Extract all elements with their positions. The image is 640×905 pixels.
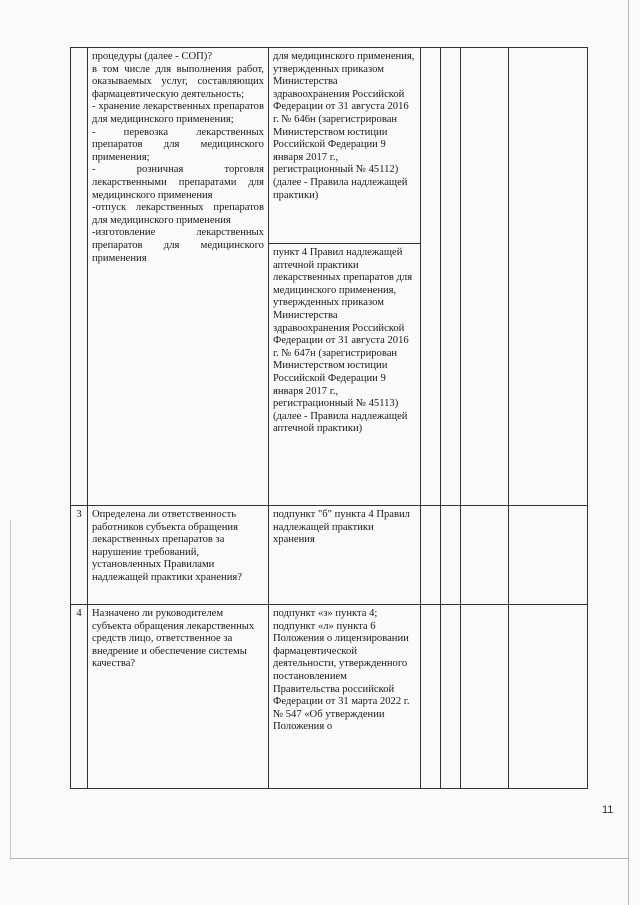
page-edge-left [10,520,11,860]
answer-cell-yes [420,48,440,506]
question-cell [87,48,268,506]
table-row [71,48,588,244]
answer-cell-yes [420,506,440,605]
question-cell: Определена ли ответственность работников субъекта обращения лекарственных препаратов за нарушение требований, установленных Правилами надлежащей практики хранения? [87,506,268,605]
comment-cell [508,48,587,506]
reference-cell: для медицинского применения, утвержденных приказом Министерства здравоохранения Российской Федерации от 31 августа 2016 г. № 646н (зарегистрирован Министерством юстиции Российской Федерации 9 января 2017 г., регистрационный № 45112) (далее - Правила надлежащей практики) [268,48,420,244]
row-number [71,48,88,506]
comment-cell [508,506,587,605]
comment-cell [508,605,587,789]
page-number: 11 [602,804,614,816]
answer-cell-no [440,506,460,605]
reference-cell: подпункт «з» пункта 4; подпункт «л» пункта 6 Положения о лицензировании фармацевтической деятельности, утвержденного постановлением Правительства российской Федерации от 31 марта 2022 г. № 547 «Об утверждении Положения о [268,605,420,789]
checklist-table [70,47,588,789]
table-row [71,605,588,789]
row-number: 3 [71,506,88,605]
question-line: процедуры (далее - СОП)? [91,51,213,62]
answer-cell-na [461,48,509,506]
row-number: 4 [71,605,88,789]
answer-cell-na [461,506,509,605]
question-line: -изготовление лекарственных препаратов для медицинского применения [91,227,264,264]
question-line: - перевозка лекарственных препаратов для медицинского применения; [91,126,264,163]
reference-cell: подпункт "б" пункта 4 Правил надлежащей практики хранения [268,506,420,605]
question-cell: Назначено ли руководителем субъекта обращения лекарственных средств лицо, ответственное за внедрение и обеспечение системы качества? [87,605,268,789]
answer-cell-no [440,605,460,789]
question-line: - розничная торговля лекарственными препаратами для медицинского применения [91,164,264,201]
answer-cell-na [461,605,509,789]
page-edge-bottom [10,858,628,859]
answer-cell-yes [420,605,440,789]
question-line: -отпуск лекарственных препаратов для медицинского применения [91,202,264,226]
table-row [71,506,588,605]
answer-cell-no [440,48,460,506]
question-line: в том числе для выполнения работ, оказываемых услуг, составляющих фармацевтическую деятельность; [91,63,264,100]
page-edge-right [628,0,629,905]
reference-cell: пункт 4 Правил надлежащей аптечной практики лекарственных препаратов для медицинского применения, утвержденных приказом Министерства здравоохранения Российской Федерации от 31 августа 2016 г. № 647н (зарегистрирован Министерством юстиции Российской Федерации 9 января 2017 г., регистрационный № 45113) (далее - Правила надлежащей аптечной практики) [268,244,420,506]
question-line: - хранение лекарственных препаратов для медицинского применения; [91,101,264,125]
